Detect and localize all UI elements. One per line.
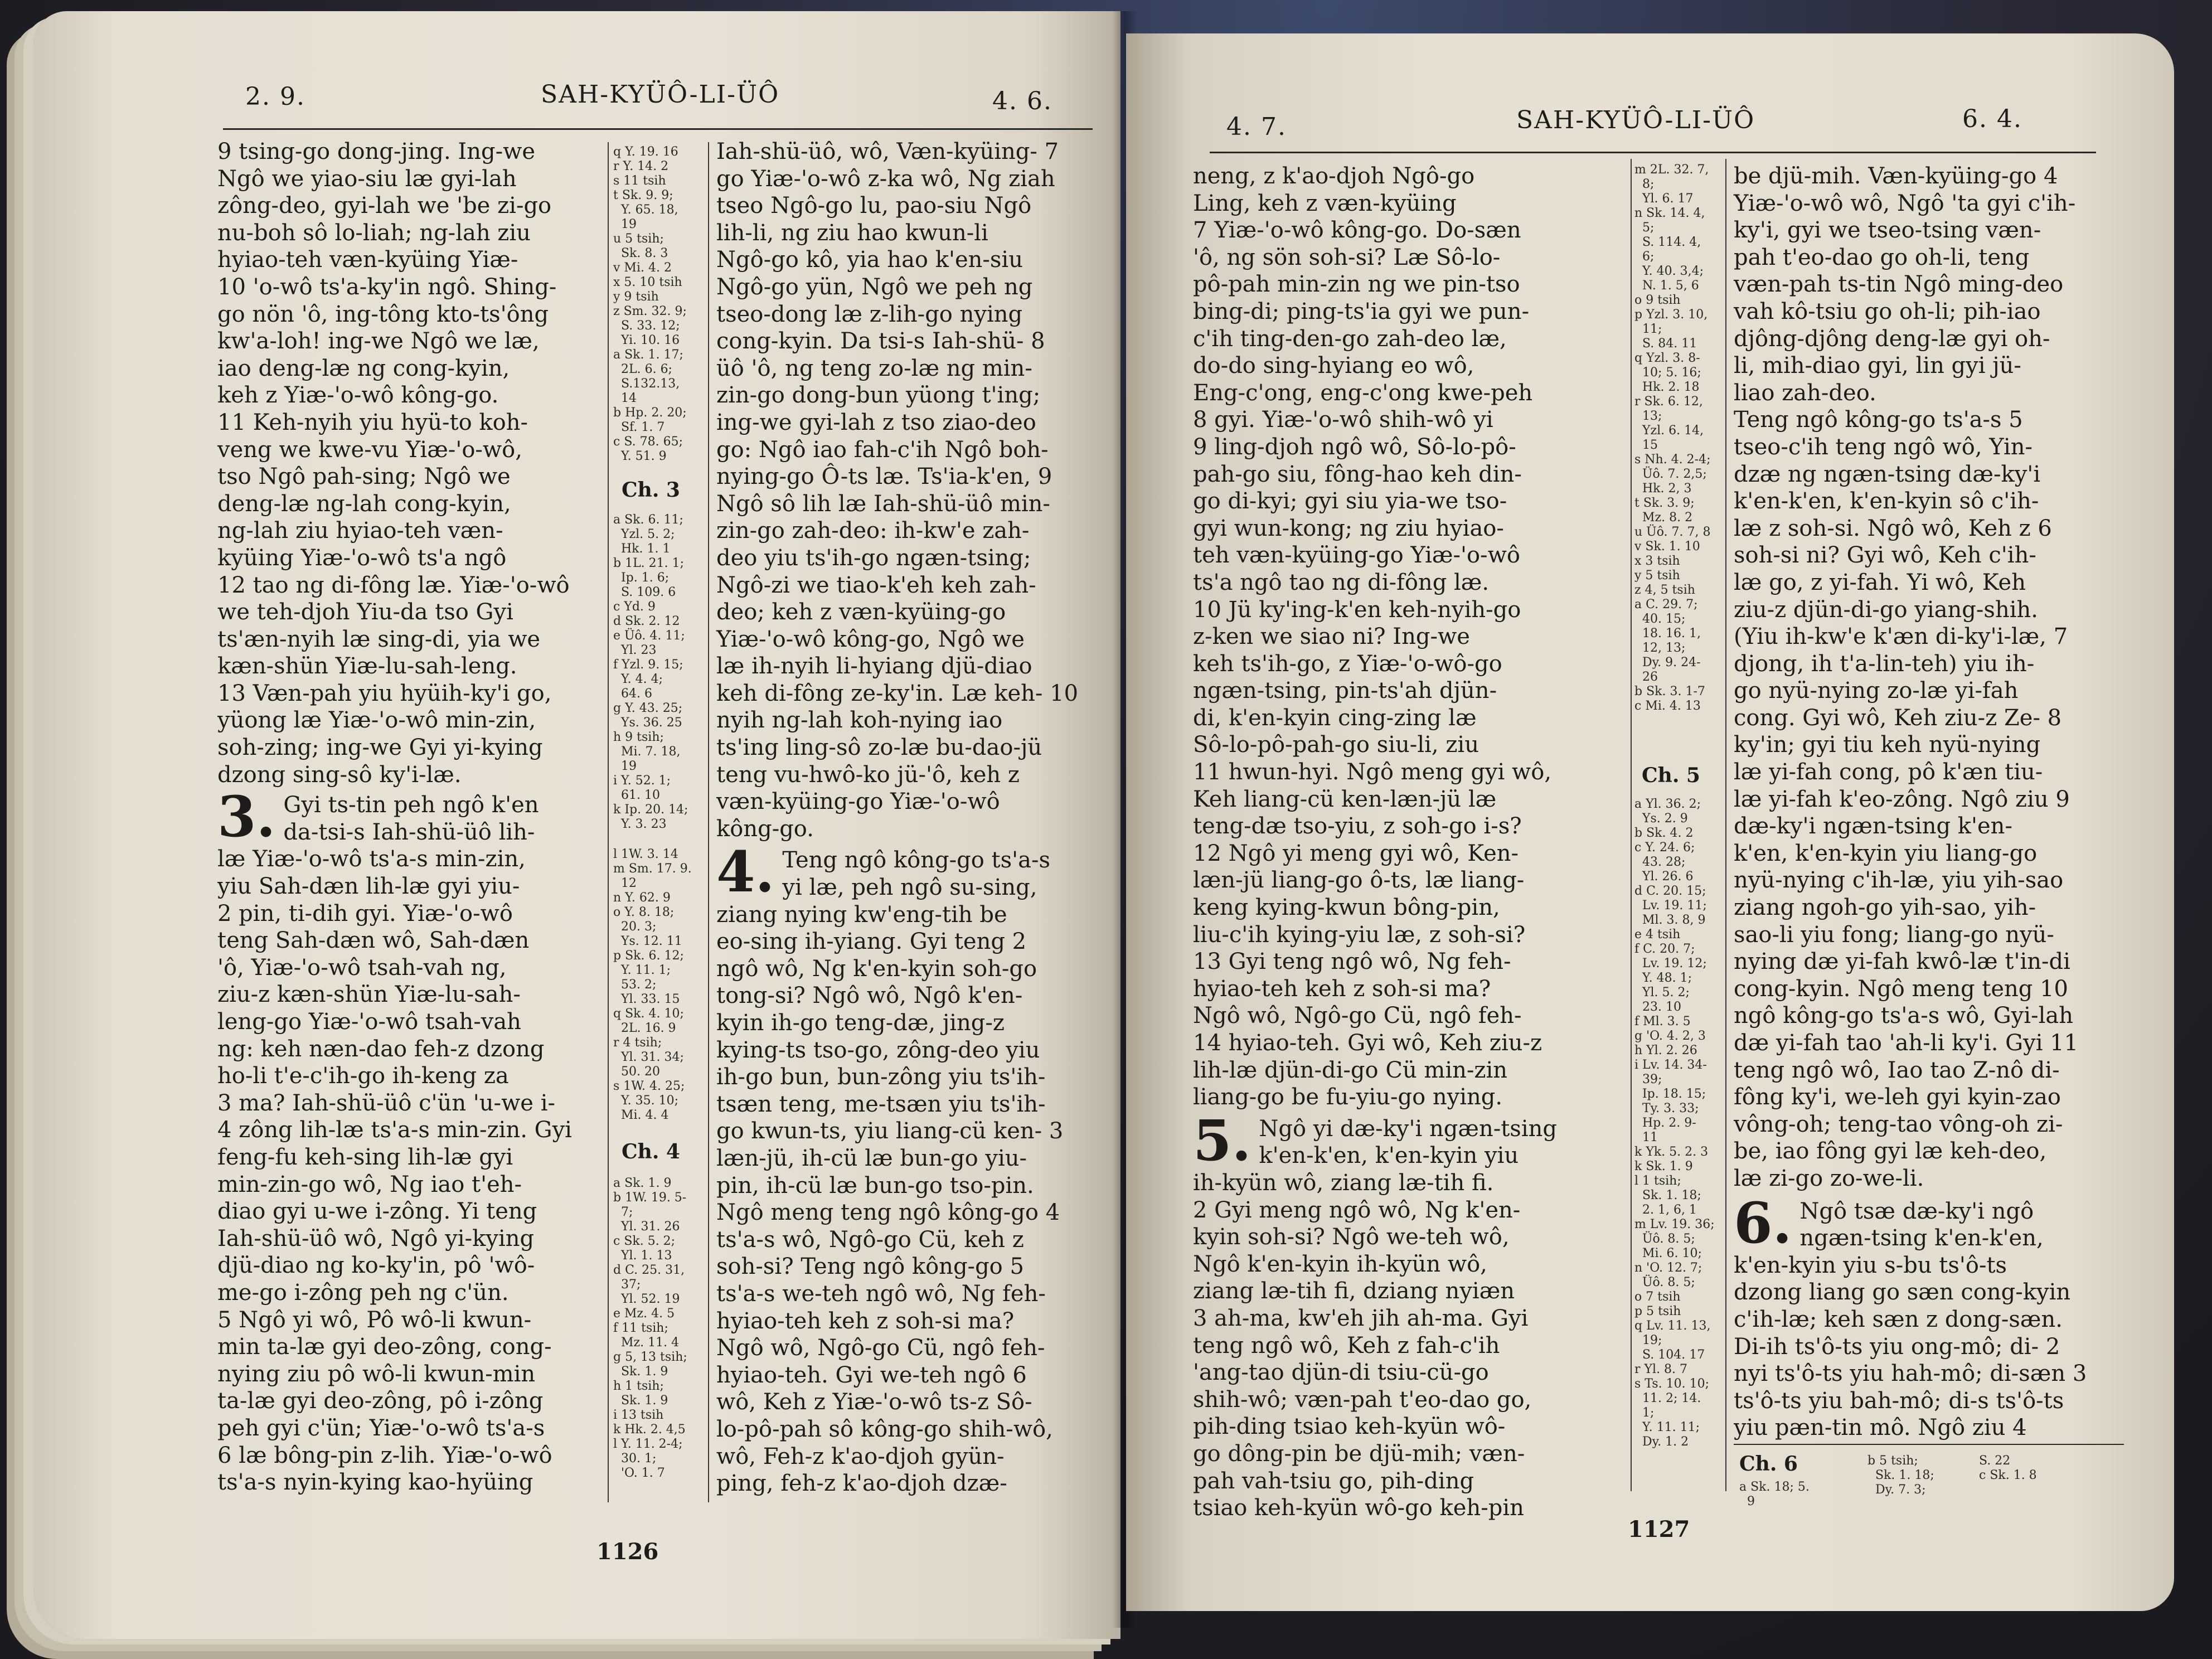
text-line: keh ts'ih-go, z Yiæ-'o-wô-go — [1193, 651, 1502, 677]
chapter-5-number: 5. — [1193, 1115, 1251, 1173]
text-line: ngô wô, Ng k'en-kyin soh-go — [716, 955, 1037, 982]
left-header-right-ref: 4. 6. — [992, 87, 1052, 115]
text-line: tseo-dong læ z-lih-go nying — [716, 301, 1023, 327]
text-line: peh gyi c'ün; Yiæ-'o-wô ts'a-s — [217, 1415, 545, 1441]
text-line: 2 pin, ti-dih gyi. Yiæ-'o-wô — [217, 900, 513, 926]
right-column-2 — [1734, 163, 2157, 1442]
text-line: leng-go Yiæ-'o-wô tsah-vah — [217, 1009, 521, 1035]
text-line: 12 tao ng di-fông læ. Yiæ-'o-wô — [217, 572, 570, 598]
text-line: ts'æn-nyih læ sing-di, yia we — [217, 626, 541, 652]
text-line: ts'a ngô tao ng di-fông læ. — [1193, 569, 1490, 595]
text-line: ziang ngoh-go yih-sao, yih- — [1734, 895, 2036, 921]
left-column-2 — [716, 138, 1118, 1497]
text-line: min ta-læ gyi deo-zông, cong- — [217, 1334, 552, 1360]
text-line: ziu-z djün-di-go yiang-shih. — [1734, 596, 2038, 623]
text-line: nyi ts'ô-ts yiu hah-mô; di-sæn 3 — [1734, 1361, 2087, 1387]
text-line: 13 Væn-pah yiu hyüih-ky'i go, — [217, 680, 552, 706]
text-line: læ zi-go zo-we-li. — [1734, 1165, 1924, 1191]
text-line: 3 ah-ma, kw'eh jih ah-ma. Gyi — [1193, 1305, 1529, 1331]
chapter-3-start — [217, 792, 602, 1496]
right-bottom-ref-a: a Sk. 18; 5. 9 — [1739, 1480, 1810, 1508]
text-line: ts'ing ling-sô zo-læ bu-dao-jü — [716, 735, 1042, 761]
text-line: 'ô, ng sön soh-si? Læ Sô-lo- — [1193, 244, 1501, 270]
text-line: Eng-c'ong, eng-c'ong kwe-peh — [1193, 380, 1533, 406]
text-line: go nyü-nying zo-læ yi-fah — [1734, 678, 2019, 704]
right-divider-1 — [1631, 159, 1632, 1491]
text-line: hyiao-teh væn-kyüing Yiæ- — [217, 247, 518, 273]
text-line: ngæn-tsing k'en-k'en, — [1799, 1225, 2044, 1251]
text-line: pih-ding tsiao keh-kyün wô- — [1193, 1414, 1506, 1440]
text-line: keh z Yiæ-'o-wô kông-go. — [217, 382, 499, 409]
text-line: we teh-djoh Yiu-da tso Gyi — [217, 599, 513, 625]
text-line: lih-li, ng ziu hao kwun-li — [716, 220, 988, 246]
text-line: k'en, k'en-kyin yiu liang-go — [1734, 840, 2038, 866]
text-line: ts'a-s nyin-kying kao-hyüing — [217, 1469, 533, 1496]
text-line: yiu pæn-tin mô. Ngô ziu 4 — [1734, 1415, 2027, 1441]
text-line: keh di-fông ze-ky'in. Læ keh- 10 — [716, 680, 1079, 706]
text-line: Keh liang-cü ken-læn-jü læ — [1193, 786, 1497, 812]
text-line: iao deng-læ ng cong-kyin, — [217, 355, 510, 381]
text-line: Ngô wô, Ngô-go Cü, ngô feh- — [1193, 1003, 1522, 1029]
text-line: læ go, z yi-fah. Yi wô, Keh — [1734, 569, 2026, 595]
right-page — [1126, 33, 2174, 1611]
text-line: keng kying-kwun bông-pin, — [1193, 895, 1500, 921]
text-line: 11 hwun-hyi. Ngô meng gyi wô, — [1193, 759, 1552, 785]
text-line: diao gyi u-we i-zông. Yi teng — [217, 1199, 537, 1225]
text-line: nying ziu pô wô-li kwun-min — [217, 1361, 536, 1387]
text-line: nying dæ yi-fah kwô-læ t'in-di — [1734, 949, 2070, 975]
text-line: zông-deo, gyi-lah we 'be zi-go — [217, 193, 552, 219]
text-line: læn-jü liang-go ô-ts, læ liang- — [1193, 867, 1525, 894]
text-line: go dông-pin be djü-mih; væn- — [1193, 1440, 1525, 1467]
text-line: Ngô-zi we tiao-k'eh keh zah- — [716, 572, 1036, 598]
text-line: læ ih-nyih li-hyiang djü-diao — [716, 653, 1032, 680]
text-line: ngæn-tsing, pin-ts'ah djün- — [1193, 678, 1497, 704]
text-line: teng ngô wô, Keh z fah-c'ih — [1193, 1332, 1500, 1359]
text-line: li, mih-diao gyi, lin gyi jü- — [1734, 353, 2021, 379]
text-line: k'en-k'en, k'en-kyin yiu — [1259, 1143, 1519, 1169]
text-line: dæ yi-fah tao 'ah-li ky'i. Gyi 11 — [1734, 1030, 2079, 1056]
text-line: væn-kyüing-go Yiæ-'o-wô — [716, 789, 1000, 815]
text-line: zin-go dong-bun yüong t'ing; — [716, 382, 1041, 409]
right-bottom-refs-rule — [1734, 1444, 2124, 1445]
text-line: kông-go. — [716, 816, 814, 842]
text-line: ts'a-s we-teh ngô wô, Ng feh- — [716, 1280, 1046, 1307]
text-line: neng, z k'ao-djoh Ngô-go — [1193, 163, 1475, 189]
text-line: ng-lah ziu hyiao-teh væn- — [217, 518, 503, 544]
text-line: 6 læ bông-pin z-lih. Yiæ-'o-wô — [217, 1442, 552, 1468]
right-divider-2 — [1725, 159, 1726, 1491]
left-refs-4: a Sk. 1. 9 b 1W. 19. 5- 7; Yl. 31. 26 c Sk. 5. 2; Yl. 1. 13 d C. 25. 31, 37; Yl. 52. 19 e Mz. 4. 5 f 11 tsih; Mz. 11. 4 g 5, 13 tsih; Sk. 1. 9 h 1 tsih; Sk. 1. 9 i 13 tsih k Hk. 2. 4,5 l Y. 11. 2-4; 30. 1; 'O. 1. 7 — [613, 1176, 687, 1480]
text-line: vông-oh; teng-tao vông-oh zi- — [1734, 1111, 2063, 1137]
text-line: dzæ ng ngæn-tsing dæ-ky'i — [1734, 461, 2041, 487]
text-line: ho-li t'e-c'ih-go ih-keng za — [217, 1063, 509, 1089]
text-line: 7 Yiæ-'o-wô kông-go. Do-sæn — [1193, 217, 1521, 244]
text-line: kyin soh-si? Ngô we-teh wô, — [1193, 1224, 1510, 1250]
text-line: 12 Ngô yi meng gyi wô, Ken- — [1193, 840, 1519, 866]
text-line: djong, ih t'a-lin-teh) yiu ih- — [1734, 651, 2035, 677]
text-line: ih-go bun, bun-zông yiu ts'ih- — [716, 1064, 1046, 1090]
text-line: Iah-shü-üô wô, Ngô yi-kying — [217, 1225, 535, 1251]
text-line: 10 'o-wô ts'a-ky'in ngô. Shing- — [217, 274, 557, 300]
left-divider-2 — [708, 142, 709, 1502]
text-line: liang-go be fu-yiu-go nying. — [1193, 1084, 1503, 1110]
chapter-4-start — [716, 847, 1118, 1497]
text-line: 'ang-tao djün-di tsiu-cü-go — [1193, 1360, 1489, 1386]
right-bottom-ref-b: b 5 tsih; Sk. 1. 18; Dy. 7. 3; — [1867, 1454, 1934, 1497]
left-refs-ch4-label: Ch. 4 — [622, 1140, 680, 1163]
text-line: teng ngô wô, Iao tao Z-nô di- — [1734, 1057, 2060, 1083]
text-line: sao-li yiu fong; liang-go nyü- — [1734, 921, 2054, 948]
right-column-1 — [1193, 163, 1617, 1522]
text-line: 10 Jü ky'ing-k'en keh-nyih-go — [1193, 596, 1521, 623]
text-line: læ yi-fah cong, pô k'æn tiu- — [1734, 759, 2043, 785]
text-line: cong-kyin. Da tsi-s Iah-shü- 8 — [716, 328, 1045, 355]
text-line: djông-djông deng-læ gyi oh- — [1734, 326, 2050, 352]
text-line: ih-kyün wô, ziang læ-tih fi. — [1193, 1170, 1494, 1196]
right-bottom-ref-c: S. 22 c Sk. 1. 8 — [1979, 1454, 2037, 1482]
text-line: üô 'ô, ng teng zo-læ ng min- — [716, 355, 1032, 381]
text-line: 4 zông lih-læ ts'a-s min-zin. Gyi — [217, 1117, 572, 1143]
text-line: væn-pah ts-tin Ngô ming-deo — [1734, 271, 2064, 298]
text-line: 5 Ngô yi wô, Pô wô-li kwun- — [217, 1307, 532, 1333]
text-line: ky'i, gyi we tseo-tsing væn- — [1734, 217, 2041, 244]
text-line: pah vah-tsiu go, pih-ding — [1193, 1468, 1474, 1494]
text-line: ziang nying kw'eng-tih be — [716, 901, 1007, 928]
text-line: Gyi ts-tin peh ngô k'en — [283, 792, 539, 818]
left-divider-1 — [608, 142, 609, 1502]
text-line: 'ô, Yiæ-'o-wô tsah-vah ng, — [217, 954, 507, 981]
text-line: yi læ, peh ngô su-sing, — [782, 875, 1037, 901]
text-line: me-go i-zông peh ng c'ün. — [217, 1279, 509, 1306]
text-line: pô-pah min-zin ng we pin-tso — [1193, 271, 1520, 298]
right-bottom-ch6-label: Ch. 6 — [1739, 1452, 1798, 1476]
text-line: Ngô tsæ dæ-ky'i ngô — [1799, 1198, 2034, 1224]
text-line: di, k'en-kyin cing-zing læ — [1193, 705, 1477, 731]
text-line: go: Ngô iao fah-c'ih Ngô boh- — [716, 436, 1049, 463]
text-line: 9 tsing-go dong-jing. Ing-we — [217, 139, 535, 164]
text-line: veng we kwe-vu Yiæ-'o-wô, — [217, 436, 522, 463]
text-line: Ngô-go kô, yia hao k'en-siu — [716, 247, 1023, 273]
chapter-6-number: 6. — [1734, 1197, 1792, 1256]
text-line: go Yiæ-'o-wô z-ka wô, Ng ziah — [716, 166, 1055, 192]
text-line: kying-ts tso-go, zông-deo yiu — [716, 1037, 1040, 1063]
text-line: shih-wô; væn-pah t'eo-dao go, — [1193, 1386, 1532, 1413]
text-line: djü-diao ng ko-ky'in, pô 'wô- — [217, 1253, 535, 1279]
text-line: feng-fu keh-sing lih-læ gyi — [217, 1144, 513, 1170]
text-line: nying-go Ô-ts læ. Ts'ia-k'en, 9 — [716, 464, 1052, 490]
text-line: Yiæ-'o-wô kông-go, Ngô we — [716, 626, 1025, 652]
text-line: go di-kyi; gyi siu yia-we tso- — [1193, 488, 1507, 515]
text-line: Ngô yi dæ-ky'i ngæn-tsing — [1259, 1115, 1557, 1142]
text-line: teng Sah-dæn wô, Sah-dæn — [217, 928, 530, 954]
text-line: Teng ngô kông-go ts'a-s 5 — [1734, 407, 2023, 433]
text-line: ziu-z kæn-shün Yiæ-lu-sah- — [217, 982, 521, 1008]
text-line: pah-go siu, fông-hao keh din- — [1193, 461, 1522, 487]
text-line: Di-ih ts'ô-ts yiu ong-mô; di- 2 — [1734, 1333, 2060, 1360]
text-line: nyih ng-lah koh-nying iao — [716, 707, 1003, 734]
text-line: læ yi-fah k'eo-zông. Ngô ziu 9 — [1734, 786, 2070, 812]
left-page — [33, 11, 1120, 1639]
text-line: ta-læ gyi deo-zông, pô i-zông — [217, 1388, 544, 1414]
text-line: 2 Gyi meng ngô wô, Ng k'en- — [1193, 1197, 1521, 1223]
text-line: c'ih ting-den-go zah-deo læ, — [1193, 326, 1507, 352]
left-column-1 — [217, 138, 602, 1496]
text-line: kyüing Yiæ-'o-wô ts'a ngô — [217, 545, 507, 571]
text-line: go kwun-ts, yiu liang-cü ken- 3 — [716, 1118, 1064, 1144]
right-page-number: 1127 — [1628, 1516, 1690, 1542]
text-line: Ngô-go yün, Ngô we peh ng — [716, 274, 1033, 300]
text-line: tong-si? Ngô wô, Ngô k'en- — [716, 983, 1023, 1009]
text-line: Iah-shü-üô, wô, Væn-kyüing- 7 — [716, 139, 1059, 164]
text-line: pin, ih-cü læ bun-go tso-pin. — [716, 1172, 1034, 1199]
text-line: k'en-k'en, k'en-kyin sô c'ih- — [1734, 488, 2039, 515]
chapter-4-number: 4. — [716, 847, 775, 905]
open-book — [33, 11, 2196, 1645]
text-line: k'en-kyin yiu s-bu ts'ô-ts — [1734, 1252, 2007, 1278]
text-line: tseo Ngô-go lu, pao-siu Ngô — [716, 193, 1032, 219]
left-refs-2: a Sk. 6. 11; Yzl. 5. 2; Hk. 1. 1 b 1L. 21. 1; Ip. 1. 6; S. 109. 6 c Yd. 9 d Sk. 2. 12 e Üô. 4. 11; Yl. 23 f Yzl. 9. 15; Y. 4. 4; 64. 6 g Y. 43. 25; Ys. 36. 25 h 9 tsih; Mi. 7. 18, 19 i Y. 52. 1; 61. 10 k Ip. 20. 14; Y. 3. 23 — [613, 513, 688, 831]
right-header-rule — [1210, 152, 2096, 153]
text-line: (Yiu ih-kw'e k'æn di-ky'i-læ, 7 — [1734, 624, 2068, 650]
right-refs-1: m 2L. 32. 7, 8; Yl. 6. 17 n Sk. 14. 4, 5; S. 114. 4, 6; Y. 40. 3,4; N. 1. 5, 6 o 9 tsih p Yzl. 3. 10, 11; S. 84. 11 q Yzl. 3. 8- 10; 5. 16; Hk. 2. 18 r Sk. 6. 12, 13; Yzl. 6. 14, 15 s Nh. 4. 2-4; Üô. 7. 2,5; Hk. 2, 3 t Sk. 3. 9; Mz. 8. 2 u Üô. 7. 7, 8 v Sk. 1. 10 x 3 tsih y 5 tsih z 4, 5 tsih a C. 29. 7; 40. 15; 18. 16. 1, 12, 13; Dy. 9. 24- 26 b Sk. 3. 1-7 c Mi. 4. 13 — [1634, 163, 1711, 713]
text-line: zin-go zah-deo: ih-kw'e zah- — [716, 518, 1030, 544]
text-line: yiu Sah-dæn lih-læ gyi yiu- — [217, 874, 520, 900]
text-line: tseo-c'ih teng ngô wô, Yin- — [1734, 434, 2033, 460]
text-line: læ z soh-si. Ngô wô, Keh z 6 — [1734, 515, 2052, 541]
left-header-rule — [223, 128, 1093, 130]
right-refs-ch5-label: Ch. 5 — [1642, 764, 1700, 787]
text-line: 11 Keh-nyih yiu hyü-to koh- — [217, 409, 528, 435]
text-line: be, iao fông gyi læ keh-deo, — [1734, 1138, 2047, 1165]
left-header-left-ref: 2. 9. — [245, 83, 305, 111]
text-line: kyin ih-go teng-dæ, jing-z — [716, 1010, 1005, 1036]
text-line: do-do sing-hyiang eo wô, — [1193, 353, 1474, 379]
text-line: Teng ngô kông-go ts'a-s — [782, 847, 1050, 874]
text-line: dzong sing-sô ky'i-læ. — [217, 761, 462, 788]
text-line: vah kô-tsiu go oh-li; pih-iao — [1734, 298, 2041, 324]
text-line: pah t'eo-dao go oh-li, teng — [1734, 244, 2030, 270]
right-header-left-ref: 4. 7. — [1226, 113, 1287, 141]
text-line: z-ken we siao ni? Ing-we — [1193, 624, 1470, 650]
left-page-number: 1126 — [596, 1539, 659, 1565]
text-line: ts'ô-ts yiu bah-mô; di-s ts'ô-ts — [1734, 1388, 2064, 1414]
text-line: læ Yiæ-'o-wô ts'a-s min-zin, — [217, 846, 526, 872]
text-line: Sô-lo-pô-pah-go siu-li, ziu — [1193, 732, 1479, 758]
text-line: dzong liang go sæn cong-kyin — [1734, 1279, 2071, 1306]
text-line: fông ky'i, we-leh gyi kyin-zao — [1734, 1084, 2061, 1110]
text-line: min-zin-go wô, Ng iao t'eh- — [217, 1171, 522, 1197]
chapter-3-number: 3. — [217, 792, 276, 850]
left-refs-1: q Y. 19. 16 r Y. 14. 2 s 11 tsih t Sk. 9. 9; Y. 65. 18, 19 u 5 tsih; Sk. 8. 3 v Mi. 4. 2 x 5. 10 tsih y 9 tsih z Sm. 32. 9; S. 33. 12; Yi. 10. 16 a Sk. 1. 17; 2L. 6. 6; S.132.13, 14 b Hp. 2. 20; Sf. 1. 7 c S. 78. 65; Y. 51. 9 — [613, 145, 687, 463]
text-line: 13 Gyi teng ngô wô, Ng feh- — [1193, 949, 1511, 975]
text-line: nu-boh sô lo-liah; ng-lah ziu — [217, 220, 531, 246]
text-line: Ling, keh z væn-kyüing — [1193, 190, 1457, 216]
text-line: 3 ma? Iah-shü-üô c'ün 'u-we i- — [217, 1090, 555, 1116]
text-line: soh-zing; ing-we Gyi yi-kying — [217, 735, 543, 761]
text-line: hyiao-teh keh z soh-si ma? — [1193, 976, 1491, 1002]
text-line: soh-si? Teng ngô kông-go 5 — [716, 1254, 1024, 1280]
right-refs-2: a Yl. 36. 2; Ys. 2. 9 b Sk. 4. 2 c Y. 24. 6; 43. 28; Yl. 26. 6 d C. 20. 15; Lv. 19. 11; Ml. 3. 8, 9 e 4 tsih f C. 20. 7; Lv. 19. 12; Y. 48. 1; Yl. 5. 2; 23. 10 f Ml. 3. 5 g 'O. 4. 2, 3 h Yl. 2. 26 i Lv. 14. 34- 39; Ip. 18. 15; Ty. 3. 33; Hp. 2. 9- 11 k Yk. 5. 2. 3 k Sk. 1. 9 l 1 tsih; Sk. 1. 18; 2. 1, 6, 1 m Lv. 19. 36; Üô. 8. 5; Mi. 6. 10; n 'O. 12. 7; Üô. 8. 5; o 7 tsih p 5 tsih q Lv. 11. 13, 19; S. 104. 17 r Yl. 8. 7 s Ts. 10. 10; 11. 2; 14. 1; Y. 11. 11; Dy. 1. 2 — [1634, 797, 1715, 1449]
text-line: 14 hyiao-teh. Gyi wô, Keh ziu-z — [1193, 1030, 1542, 1056]
text-line: cong-kyin. Ngô meng teng 10 — [1734, 976, 2068, 1002]
text-line: lih-læ djün-di-go Cü min-zin — [1193, 1057, 1508, 1083]
text-line: liu-c'ih kying-yiu læ, z soh-si? — [1193, 921, 1526, 948]
text-line: ping, feh-z k'ao-djoh dzæ- — [716, 1471, 1007, 1497]
text-line: dæ-ky'i ngæn-tsing k'en- — [1734, 813, 2012, 840]
left-refs-3: l 1W. 3. 14 m Sm. 17. 9. 12 n Y. 62. 9 o Y. 8. 18; 20. 3; Ys. 12. 11 p Sk. 6. 12; Y. 11. 1; 53. 2; Yl. 33. 15 q Sk. 4. 10; 2L. 16. 9 r 4 tsih; Yl. 31. 34; 50. 20 s 1W. 4. 25; Y. 35. 10; Mi. 4. 4 — [613, 847, 692, 1122]
text-line: Ngô wô, Ngô-go Cü, ngô feh- — [716, 1335, 1045, 1361]
text-line: læn-jü, ih-cü læ bun-go yiu- — [716, 1145, 1027, 1171]
text-line: ing-we gyi-lah z tso ziao-deo — [716, 409, 1036, 435]
text-line: hyiao-teh keh z soh-si ma? — [716, 1308, 1015, 1334]
text-line: deo yiu ts'ih-go ngæn-tsing; — [716, 545, 1031, 571]
text-line: ky'in; gyi tiu keh nyü-nying — [1734, 732, 2041, 758]
text-line: lo-pô-pah sô kông-go shih-wô, — [716, 1416, 1053, 1442]
text-line: wô, Keh z Yiæ-'o-wô ts-z Sô- — [716, 1389, 1032, 1415]
text-line: kæn-shün Yiæ-lu-sah-leng. — [217, 653, 517, 680]
text-line: tsæn teng, me-tsæn yiu ts'ih- — [716, 1091, 1046, 1117]
left-refs-ch3-label: Ch. 3 — [622, 478, 680, 502]
text-line: teng-dæ tso-yiu, z soh-go i-s? — [1193, 813, 1522, 840]
text-line: cong. Gyi wô, Keh ziu-z Ze- 8 — [1734, 705, 2062, 731]
text-line: bing-di; ping-ts'ia gyi we pun- — [1193, 298, 1530, 324]
chapter-5-start — [1193, 1115, 1617, 1522]
right-header-title: SAH-KYÜÔ-LI-ÜÔ — [1516, 106, 1755, 134]
text-line: ngô kông-go ts'a-s wô, Gyi-lah — [1734, 1003, 2073, 1029]
text-line: tso Ngô pah-sing; Ngô we — [217, 464, 511, 490]
text-line: Ngô k'en-kyin ih-kyün wô, — [1193, 1251, 1487, 1277]
text-line: tsiao keh-kyün wô-go keh-pin — [1193, 1495, 1524, 1521]
text-line: be djü-mih. Væn-kyüing-go 4 — [1734, 163, 2058, 189]
text-line: liao zah-deo. — [1734, 380, 1876, 406]
text-line: Ngô meng teng ngô kông-go 4 — [716, 1200, 1060, 1226]
chapter-6-start — [1734, 1198, 2157, 1442]
right-header-right-ref: 6. 4. — [1962, 105, 2022, 133]
text-line: teh væn-kyüing-go Yiæ-'o-wô — [1193, 542, 1520, 569]
text-line: deo; keh z væn-kyüing-go — [716, 599, 1006, 625]
text-line: gyi wun-kong; ng ziu hyiao- — [1193, 515, 1504, 541]
text-line: wô, Feh-z k'ao-djoh gyün- — [716, 1443, 1005, 1469]
text-line: nyü-nying c'ih-læ, yiu yih-sao — [1734, 867, 2064, 894]
text-line: Yiæ-'o-wô wô, Ngô 'ta gyi c'ih- — [1734, 190, 2076, 216]
text-line: ziang læ-tih fi, dziang nyiæn — [1193, 1278, 1515, 1304]
text-line: go nön 'ô, ing-tông kto-ts'ông — [217, 301, 549, 327]
text-line: 9 ling-djoh ngô wô, Sô-lo-pô- — [1193, 434, 1516, 460]
text-line: c'ih-læ; keh sæn z dong-sæn. — [1734, 1306, 2063, 1332]
text-line: hyiao-teh. Gyi we-teh ngô 6 — [716, 1362, 1027, 1388]
left-header-title: SAH-KYÜÔ-LI-ÜÔ — [541, 80, 780, 109]
text-line: Ngô we yiao-siu læ gyi-lah — [217, 166, 517, 192]
text-line: kw'a-loh! ing-we Ngô we læ, — [217, 328, 540, 355]
text-line: ng: keh næn-dao feh-z dzong — [217, 1036, 545, 1062]
text-line: yüong læ Yiæ-'o-wô min-zin, — [217, 707, 536, 734]
text-line: ts'a-s wô, Ngô-go Cü, keh z — [716, 1226, 1024, 1253]
text-line: eo-sing ih-yiang. Gyi teng 2 — [716, 929, 1027, 955]
text-line: deng-læ ng-lah cong-kyin, — [217, 491, 511, 517]
text-line: teng vu-hwô-ko jü-'ô, keh z — [716, 761, 1020, 788]
text-line: Ngô sô lih læ Iah-shü-üô min- — [716, 491, 1050, 517]
text-line: soh-si ni? Gyi wô, Keh c'ih- — [1734, 542, 2036, 569]
text-line: 8 gyi. Yiæ-'o-wô shih-wô yi — [1193, 407, 1493, 433]
text-line: da-tsi-s Iah-shü-üô lih- — [283, 819, 535, 845]
